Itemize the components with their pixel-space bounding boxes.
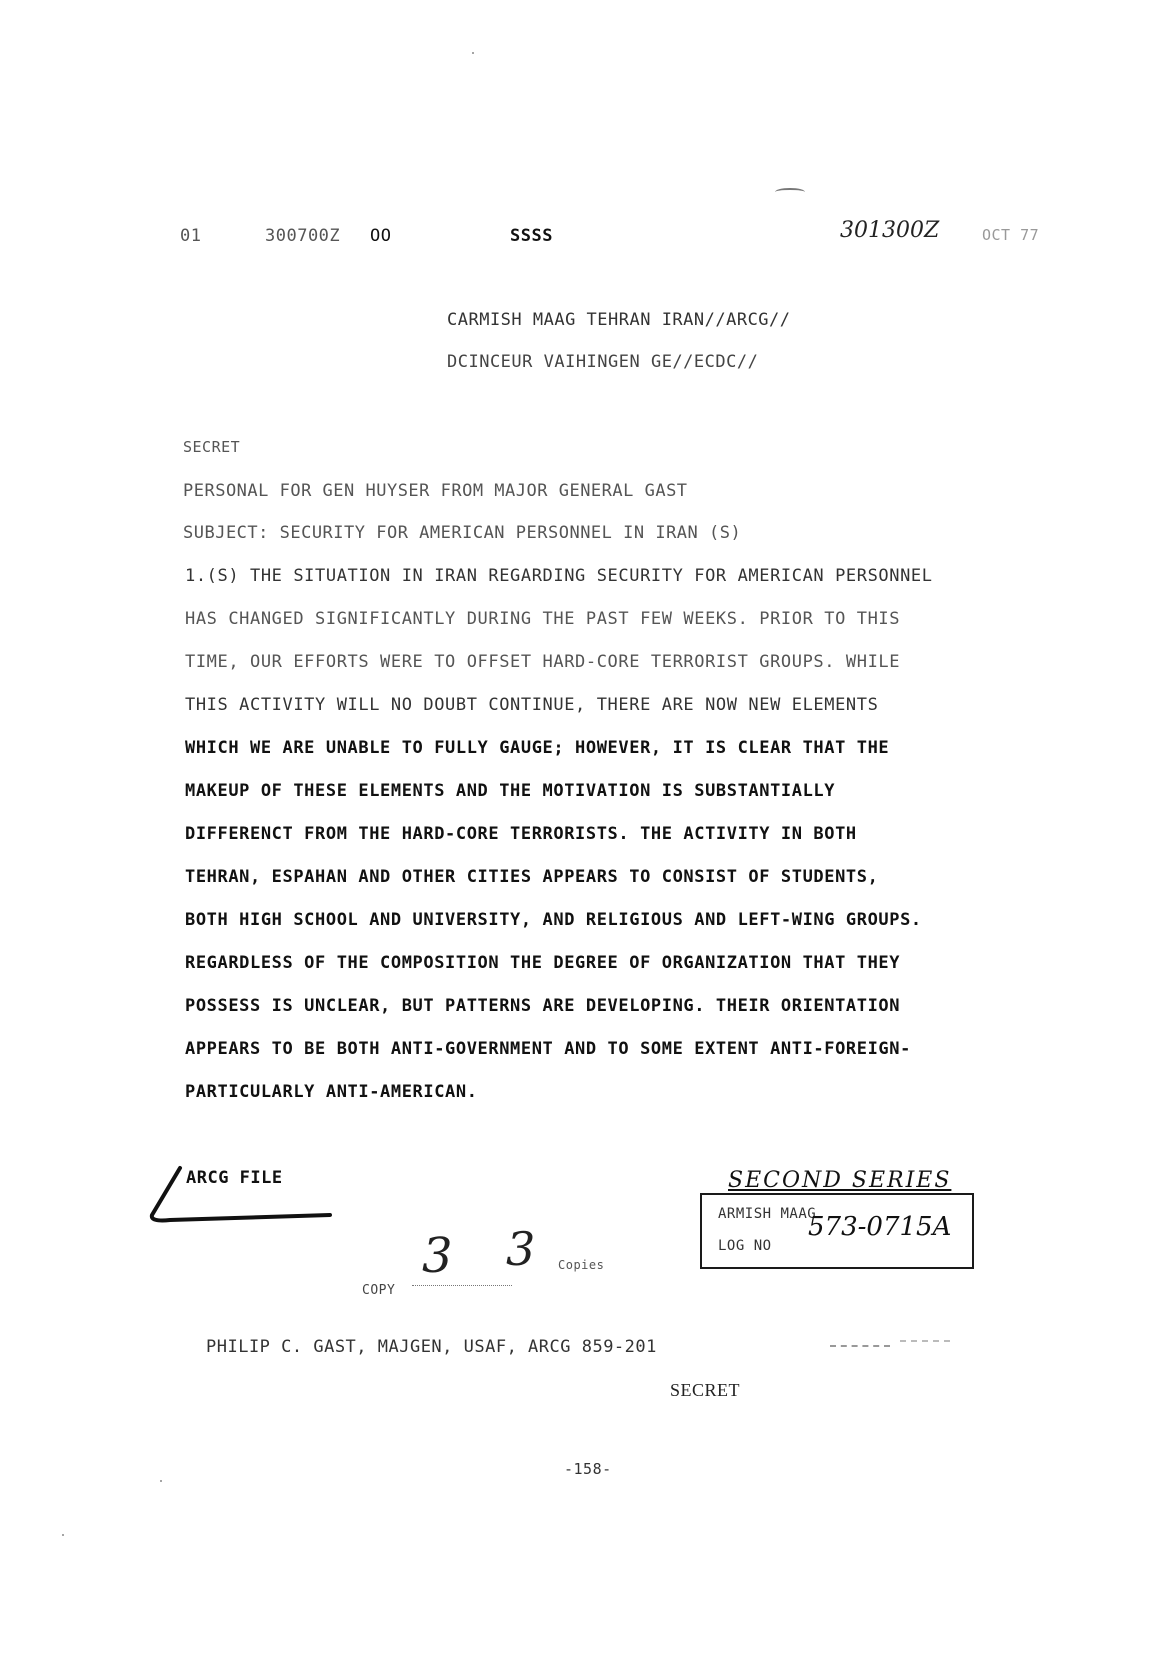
date-time-group: 300700Z	[265, 226, 341, 246]
line-number: 01	[180, 226, 202, 246]
faint-mark	[830, 1345, 890, 1351]
body-line: MAKEUP OF THESE ELEMENTS AND THE MOTIVATION IS SUBSTANTIALLY	[185, 781, 836, 801]
body-line: POSSESS IS UNCLEAR, BUT PATTERNS ARE DEVELOPING. THEIR ORIENTATION	[185, 996, 901, 1016]
body-line: TEHRAN, ESPAHAN AND OTHER CITIES APPEARS TO CONSIST OF STUDENTS,	[185, 867, 879, 887]
copy-number: 3	[422, 1228, 453, 1284]
page-number: -158-	[564, 1460, 612, 1478]
copy-underline	[412, 1285, 512, 1286]
classification-code: SSSS	[510, 226, 553, 246]
log-stamp-label: LOG NO	[718, 1238, 772, 1254]
copy-label: COPY	[362, 1283, 396, 1298]
file-stamp: ARCG FILE	[186, 1168, 283, 1188]
routing-to: DCINCEUR VAIHINGEN GE//ECDC//	[447, 352, 759, 372]
body-line: BOTH HIGH SCHOOL AND UNIVERSITY, AND RELIGIOUS AND LEFT-WING GROUPS.	[185, 910, 922, 930]
month-year: OCT 77	[982, 226, 1040, 244]
classification-bottom: SECRET	[670, 1380, 741, 1400]
scan-speck	[62, 1534, 64, 1536]
series-title-handwritten: SECOND SERIES	[728, 1168, 952, 1193]
body-line: TIME, OUR EFFORTS WERE TO OFFSET HARD-CORE TERRORIST GROUPS. WHILE	[185, 652, 901, 672]
smudge-mark	[775, 188, 805, 196]
log-stamp-line1: ARMISH MAAG	[718, 1206, 817, 1222]
body-line: HAS CHANGED SIGNIFICANTLY DURING THE PAST FEW WEEKS. PRIOR TO THIS	[185, 609, 901, 629]
scan-speck	[472, 52, 474, 54]
classification-top: SECRET	[183, 438, 241, 456]
precedence: OO	[370, 226, 392, 246]
body-line: WHICH WE ARE UNABLE TO FULLY GAUGE; HOWEVER, IT IS CLEAR THAT THE	[185, 738, 890, 758]
body-line: PARTICULARLY ANTI-AMERICAN.	[185, 1082, 478, 1102]
body-line: 1.(S) THE SITUATION IN IRAN REGARDING SECURITY FOR AMERICAN PERSONNEL	[185, 566, 933, 586]
of-copies-number: 3	[506, 1222, 536, 1276]
body-line: THIS ACTIVITY WILL NO DOUBT CONTINUE, THERE ARE NOW NEW ELEMENTS	[185, 695, 879, 715]
copies-label: Copies	[558, 1258, 605, 1272]
body-line: REGARDLESS OF THE COMPOSITION THE DEGREE OF ORGANIZATION THAT THEY	[185, 953, 901, 973]
signature-block: PHILIP C. GAST, MAJGEN, USAF, ARCG 859-201	[206, 1337, 657, 1357]
log-number-handwritten: 573-0715A	[808, 1212, 952, 1242]
faint-mark	[900, 1340, 950, 1346]
body-line: APPEARS TO BE BOTH ANTI-GOVERNMENT AND TO SOME EXTENT ANTI-FOREIGN-	[185, 1039, 911, 1059]
handwritten-date-time-group: 301300Z	[840, 218, 940, 243]
personal-for-line: PERSONAL FOR GEN HUYSER FROM MAJOR GENERAL GAST	[183, 481, 688, 501]
routing-from: CARMISH MAAG TEHRAN IRAN//ARCG//	[447, 310, 791, 330]
scan-speck	[160, 1480, 162, 1482]
body-line: DIFFERENCT FROM THE HARD-CORE TERRORISTS. THE ACTIVITY IN BOTH	[185, 824, 857, 844]
subject-line: SUBJECT: SECURITY FOR AMERICAN PERSONNEL IN IRAN (S)	[183, 523, 742, 543]
